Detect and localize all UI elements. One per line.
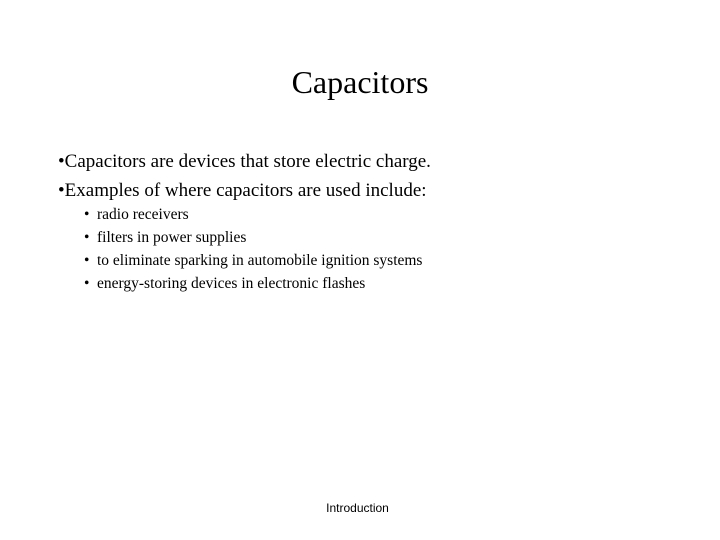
- sub-bullet-list: [84, 203, 422, 295]
- sub-bullet-item: [84, 249, 422, 272]
- slide-title: Capacitors: [291, 64, 429, 100]
- slide-footer: Introduction: [326, 501, 389, 515]
- bullet-icon: •: [84, 206, 90, 223]
- bullet-item: •Examples of where capacitors are used include:: [58, 180, 427, 201]
- bullet-list: [58, 147, 431, 205]
- sub-bullet-text: filters in power supplies: [97, 229, 247, 246]
- bullet-icon: •: [84, 275, 90, 292]
- bullet-item: •Capacitors are devices that store electric charge.: [58, 151, 431, 172]
- bullet-icon: •: [84, 229, 90, 246]
- sub-bullet-text: radio receivers: [97, 206, 189, 223]
- bullet-icon: •: [84, 252, 90, 269]
- sub-bullet-item: [84, 203, 422, 226]
- sub-bullet-text: energy-storing devices in electronic flashes: [97, 275, 366, 292]
- sub-bullet-item: [84, 226, 422, 249]
- sub-bullet-text: to eliminate sparking in automobile ignition systems: [97, 252, 423, 269]
- sub-bullet-item: [84, 272, 422, 295]
